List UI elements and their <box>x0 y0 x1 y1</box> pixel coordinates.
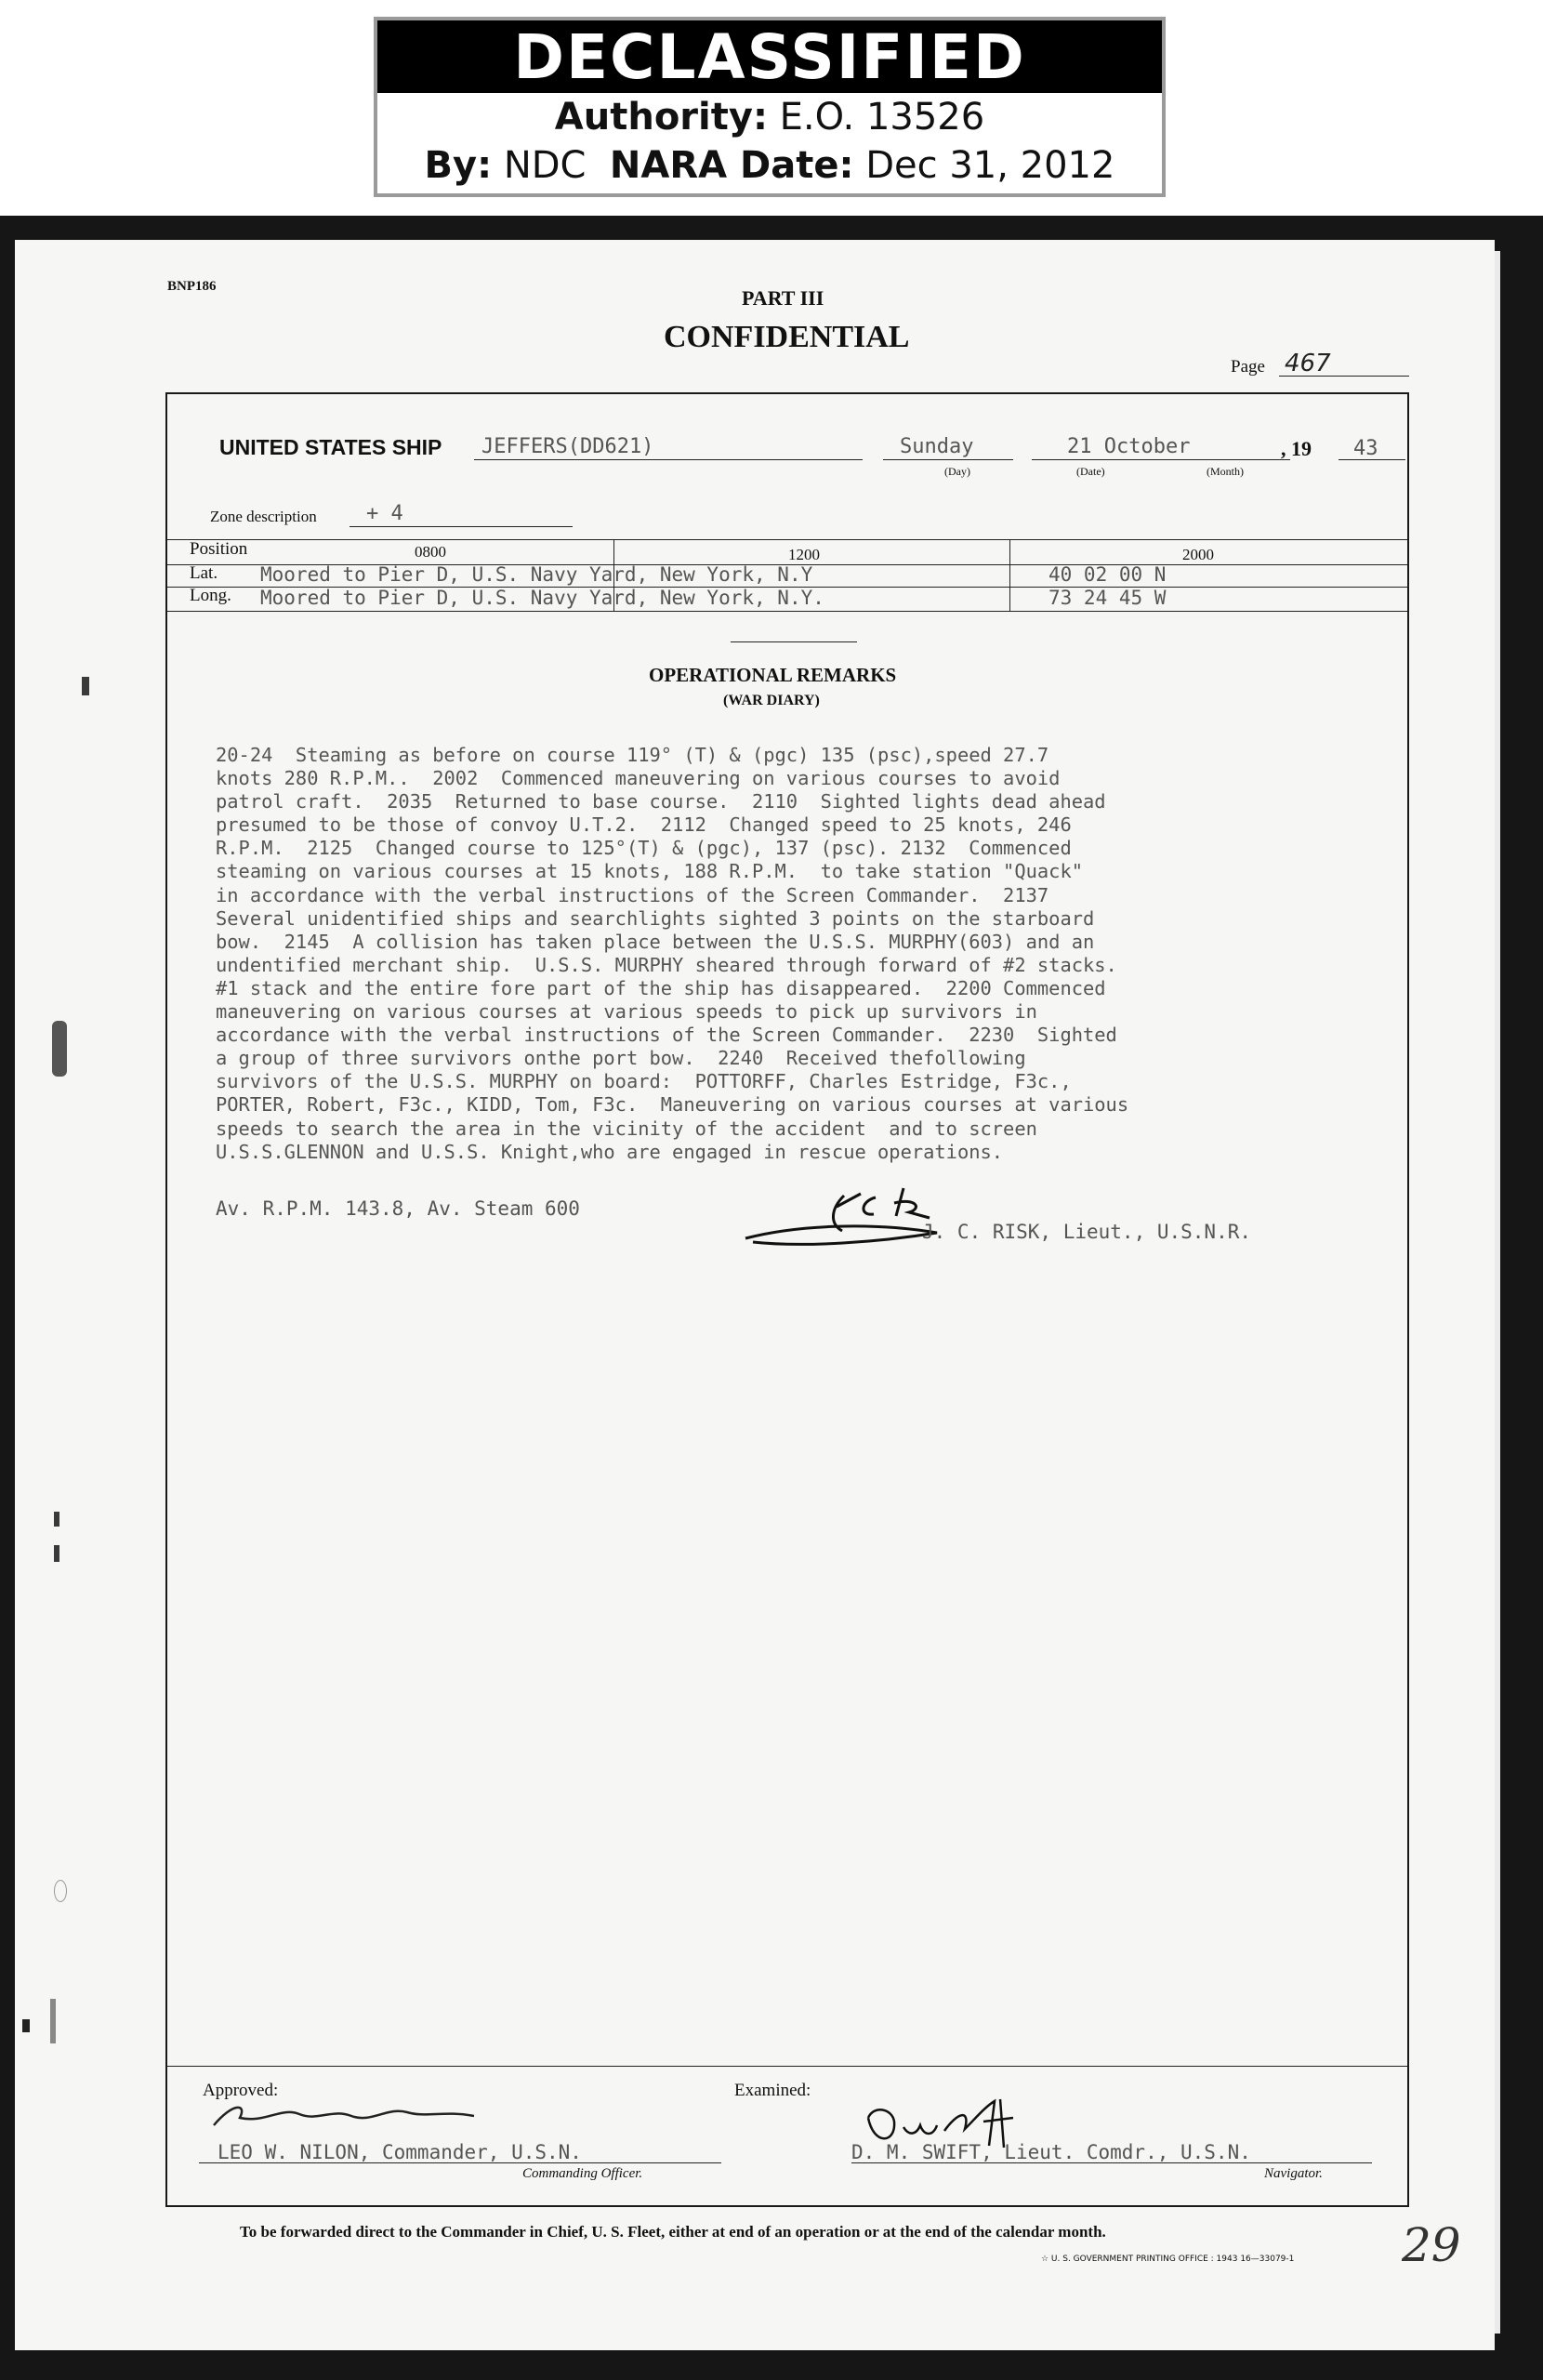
forwarding-instruction: To be forwarded direct to the Commander in Chief, U. S. Fleet, either at end of an operation or at the end of the calendar month. <box>240 2223 1106 2241</box>
stamp-authority-value: E.O. 13526 <box>779 96 985 139</box>
averages: Av. R.P.M. 143.8, Av. Steam 600 <box>216 1197 580 1220</box>
long-label: Long. <box>190 586 231 605</box>
examined-label: Examined: <box>734 2081 811 2100</box>
approver-line <box>199 2162 721 2163</box>
ship-name: JEFFERS(DD621) <box>481 435 654 458</box>
year-line <box>1339 459 1405 460</box>
long-2000: 73 24 45 W <box>1048 587 1167 609</box>
zone-label: Zone description <box>210 508 317 525</box>
signature-stroke <box>833 1188 930 1231</box>
examiner-line <box>851 2162 1372 2163</box>
war-diary-entry: 20-24 Steaming as before on course 119° (T) & (pgc) 135 (psc),speed 27.7 knots 280 R.P.M.. 2002 Commenced maneuvering on various courses to avoid patrol craft. 2035 Returned to base course. 2110 Sighted lights dead ahead presumed to be those of convoy U.T.2. 2112 Changed speed to 25 knots, 246 R.P.M. 2125 Changed course to 125°(T) & (pgc), 137 (psc). 2132 Commenced steaming on various courses at 15 knots, 188 R.P.M. to take station "Quack" in accordance with the verbal instructions of the Screen Commander. 2137 Several unidentified ships and searchlights sighted 3 points on the starboard bow. 2145 A collision has taken place between the U.S.S. MURPHY(603) and an undentified merchant ship. U.S.S. MURPHY sheared through forward of #2 stacks. #1 stack and the entire fore part of the ship has disappeared. 2200 Commenced maneuvering on various courses at various speeds to pick up survivors in accordance with the verbal instructions of the Screen Commander. 2230 Sighted a group of three survivors onthe port bow. 2240 Received thefollowing survivors of the U.S.S. MURPHY on board: POTTORFF, Charles Estridge, F3c., PORTER, Robert, F3c., KIDD, Tom, F3c. Maneuvering on various courses at various speeds to search the area in the vicinity of the accident and to screen U.S.S.GLENNON and U.S.S. Knight,who are engaged in rescue operations. <box>216 744 1129 1163</box>
handwritten-number: 29 <box>1402 2218 1461 2272</box>
approver-title: Commanding Officer. <box>522 2166 643 2181</box>
stamp-title: DECLASSIFIED <box>377 20 1162 93</box>
remarks-title: OPERATIONAL REMARKS <box>649 664 897 686</box>
ship-label: UNITED STATES SHIP <box>219 435 442 459</box>
binder-mark <box>54 1880 67 1902</box>
examiner-title: Navigator. <box>1264 2166 1323 2181</box>
examiner-name: D. M. SWIFT, Lieut. Comdr., U.S.N. <box>851 2141 1251 2163</box>
heading-rule <box>731 641 857 642</box>
day-line <box>883 459 1013 460</box>
stamp-date-label: NARA Date: <box>609 144 854 187</box>
date-line <box>1032 459 1290 460</box>
signature-stroke <box>214 2108 474 2125</box>
stamp-authority <box>377 93 1162 141</box>
binder-mark <box>22 2019 30 2032</box>
remarks-subtitle: (WAR DIARY) <box>723 693 820 708</box>
stamp-by-value: NDC <box>503 144 587 187</box>
approver-signature <box>195 2090 493 2136</box>
day-value: Sunday <box>900 435 974 458</box>
printer-line: ☆ U. S. GOVERNMENT PRINTING OFFICE : 1943 16—33079-1 <box>1041 2254 1295 2264</box>
ship-name-line <box>474 459 863 460</box>
approver-name: LEO W. NILON, Commander, U.S.N. <box>218 2141 582 2163</box>
binder-mark <box>82 677 89 695</box>
year-suffix: 43 <box>1353 437 1378 460</box>
form-number: BNP186 <box>167 279 217 294</box>
time-2000: 2000 <box>1182 546 1214 563</box>
binder-mark <box>54 1512 59 1527</box>
zone-value: + 4 <box>366 502 403 525</box>
binder-mark <box>52 1021 67 1077</box>
day-caption: (Day) <box>944 465 970 478</box>
stamp-by-label: By: <box>424 144 493 187</box>
stamp-by-date <box>377 141 1162 190</box>
stamp-authority-label: Authority: <box>554 96 768 139</box>
page-label: Page <box>1231 357 1265 377</box>
approved-label: Approved: <box>203 2081 279 2100</box>
part-heading: PART III <box>742 286 824 310</box>
long-text: Moored to Pier D, U.S. Navy Yard, New York, N.Y. <box>260 587 824 609</box>
stamp-date-value: Dec 31, 2012 <box>865 144 1115 187</box>
lat-label: Lat. <box>190 563 218 583</box>
date-value: 21 October <box>1067 435 1191 458</box>
zone-line <box>349 526 573 527</box>
month-caption: (Month) <box>1207 465 1244 478</box>
page-number: 467 <box>1285 350 1331 377</box>
time-0800: 0800 <box>415 543 446 561</box>
approval-rule <box>167 2066 1407 2067</box>
declassification-stamp <box>374 17 1166 197</box>
table-column-divider <box>1009 540 1010 611</box>
binder-mark <box>50 1999 56 2043</box>
time-1200: 1200 <box>788 546 820 563</box>
officer-name: J. C. RISK, Lieut., U.S.N.R. <box>922 1221 1252 1243</box>
classification-heading: CONFIDENTIAL <box>664 320 910 354</box>
lat-text: Moored to Pier D, U.S. Navy Yard, New York, N.Y <box>260 563 813 586</box>
lat-2000: 40 02 00 N <box>1048 563 1167 586</box>
year-prefix: , 19 <box>1281 437 1312 460</box>
position-label: Position <box>190 539 248 559</box>
date-caption: (Date) <box>1076 465 1105 478</box>
binder-mark <box>54 1545 59 1562</box>
